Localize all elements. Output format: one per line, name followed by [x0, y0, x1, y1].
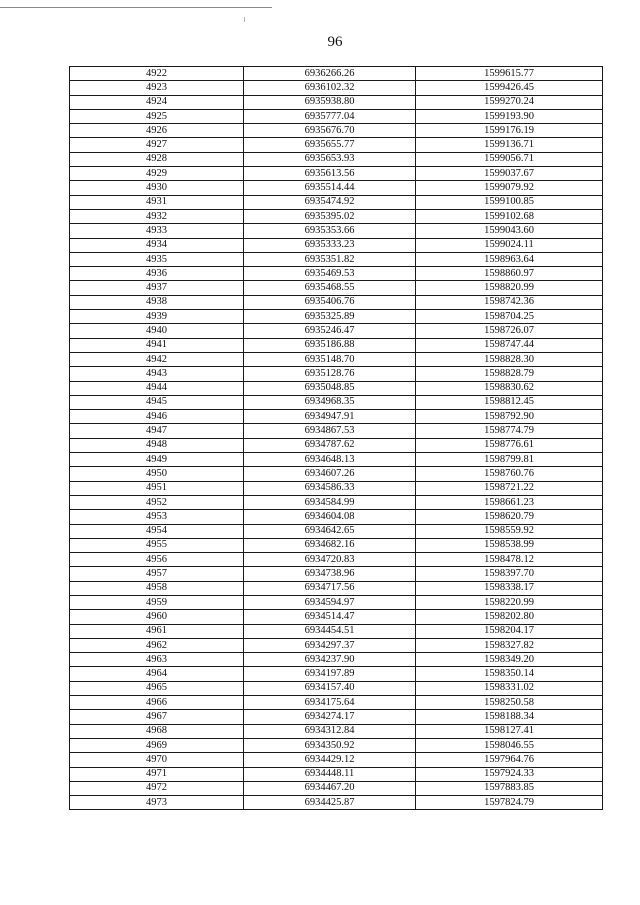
table-row	[70, 667, 603, 681]
y-coordinate-cell: 1598860.97	[416, 267, 603, 281]
header-rule	[0, 7, 272, 8]
x-coordinate-cell: 6936102.32	[244, 81, 416, 95]
point-number-cell: 4938	[70, 295, 244, 309]
x-coordinate-cell: 6934594.97	[244, 595, 416, 609]
x-coordinate-cell: 6934682.16	[244, 538, 416, 552]
x-coordinate-cell: 6935186.88	[244, 338, 416, 352]
x-coordinate-cell: 6935351.82	[244, 252, 416, 266]
x-coordinate-cell: 6935938.80	[244, 95, 416, 109]
table-row	[70, 438, 603, 452]
y-coordinate-cell: 1598250.58	[416, 696, 603, 710]
y-coordinate-cell: 1598620.79	[416, 510, 603, 524]
x-coordinate-cell: 6934867.53	[244, 424, 416, 438]
x-coordinate-cell: 6935148.70	[244, 352, 416, 366]
x-coordinate-cell: 6935514.44	[244, 181, 416, 195]
y-coordinate-cell: 1599102.68	[416, 209, 603, 223]
y-coordinate-cell: 1598721.22	[416, 481, 603, 495]
table-row	[70, 224, 603, 238]
point-number-cell: 4922	[70, 67, 244, 81]
table-row	[70, 481, 603, 495]
point-number-cell: 4957	[70, 567, 244, 581]
table-row	[70, 581, 603, 595]
y-coordinate-cell: 1598202.80	[416, 610, 603, 624]
table-row	[70, 352, 603, 366]
x-coordinate-cell: 6934584.99	[244, 495, 416, 509]
x-coordinate-cell: 6934720.83	[244, 553, 416, 567]
y-coordinate-cell: 1598963.64	[416, 252, 603, 266]
y-coordinate-cell: 1598704.25	[416, 310, 603, 324]
point-number-cell: 4953	[70, 510, 244, 524]
x-coordinate-cell: 6934947.91	[244, 410, 416, 424]
point-number-cell: 4962	[70, 638, 244, 652]
y-coordinate-cell: 1598776.61	[416, 438, 603, 452]
y-coordinate-cell: 1598774.79	[416, 424, 603, 438]
y-coordinate-cell: 1598726.07	[416, 324, 603, 338]
point-number-cell: 4926	[70, 124, 244, 138]
y-coordinate-cell: 1599426.45	[416, 81, 603, 95]
y-coordinate-cell: 1599043.60	[416, 224, 603, 238]
table-row	[70, 124, 603, 138]
point-number-cell: 4967	[70, 710, 244, 724]
point-number-cell: 4952	[70, 495, 244, 509]
x-coordinate-cell: 6935468.55	[244, 281, 416, 295]
point-number-cell: 4960	[70, 610, 244, 624]
x-coordinate-cell: 6935325.89	[244, 310, 416, 324]
point-number-cell: 4927	[70, 138, 244, 152]
table-row	[70, 167, 603, 181]
point-number-cell: 4941	[70, 338, 244, 352]
y-coordinate-cell: 1598127.41	[416, 724, 603, 738]
table-row	[70, 624, 603, 638]
point-number-cell: 4973	[70, 796, 244, 810]
y-coordinate-cell: 1597964.76	[416, 753, 603, 767]
y-coordinate-cell: 1599079.92	[416, 181, 603, 195]
table-row	[70, 252, 603, 266]
x-coordinate-cell: 6934604.08	[244, 510, 416, 524]
coordinates-table	[69, 66, 603, 810]
table-row	[70, 710, 603, 724]
x-coordinate-cell: 6935613.56	[244, 167, 416, 181]
y-coordinate-cell: 1598478.12	[416, 553, 603, 567]
table-row	[70, 610, 603, 624]
y-coordinate-cell: 1598792.90	[416, 410, 603, 424]
page-number: 96	[327, 34, 343, 50]
x-coordinate-cell: 6935653.93	[244, 152, 416, 166]
y-coordinate-cell: 1598331.02	[416, 681, 603, 695]
table-row	[70, 524, 603, 538]
y-coordinate-cell: 1598820.99	[416, 281, 603, 295]
x-coordinate-cell: 6934197.89	[244, 667, 416, 681]
y-coordinate-cell: 1598349.20	[416, 653, 603, 667]
point-number-cell: 4943	[70, 367, 244, 381]
y-coordinate-cell: 1598828.79	[416, 367, 603, 381]
x-coordinate-cell: 6935469.53	[244, 267, 416, 281]
point-number-cell: 4965	[70, 681, 244, 695]
x-coordinate-cell: 6934425.87	[244, 796, 416, 810]
table-row	[70, 181, 603, 195]
y-coordinate-cell: 1598830.62	[416, 381, 603, 395]
table-row	[70, 781, 603, 795]
y-coordinate-cell: 1598742.36	[416, 295, 603, 309]
x-coordinate-cell: 6934648.13	[244, 453, 416, 467]
x-coordinate-cell: 6935777.04	[244, 109, 416, 123]
x-coordinate-cell: 6934514.47	[244, 610, 416, 624]
x-coordinate-cell: 6935676.70	[244, 124, 416, 138]
scan-mark	[244, 17, 245, 22]
x-coordinate-cell: 6934237.90	[244, 653, 416, 667]
point-number-cell: 4934	[70, 238, 244, 252]
table-row	[70, 338, 603, 352]
x-coordinate-cell: 6934738.96	[244, 567, 416, 581]
table-row	[70, 467, 603, 481]
x-coordinate-cell: 6934717.56	[244, 581, 416, 595]
y-coordinate-cell: 1599270.24	[416, 95, 603, 109]
point-number-cell: 4946	[70, 410, 244, 424]
point-number-cell: 4961	[70, 624, 244, 638]
point-number-cell: 4950	[70, 467, 244, 481]
point-number-cell: 4968	[70, 724, 244, 738]
x-coordinate-cell: 6935333.23	[244, 238, 416, 252]
x-coordinate-cell: 6934350.92	[244, 738, 416, 752]
point-number-cell: 4931	[70, 195, 244, 209]
x-coordinate-cell: 6934175.64	[244, 696, 416, 710]
x-coordinate-cell: 6934968.35	[244, 395, 416, 409]
y-coordinate-cell: 1598559.92	[416, 524, 603, 538]
table-row	[70, 767, 603, 781]
table-row	[70, 753, 603, 767]
point-number-cell: 4969	[70, 738, 244, 752]
y-coordinate-cell: 1598661.23	[416, 495, 603, 509]
point-number-cell: 4923	[70, 81, 244, 95]
point-number-cell: 4930	[70, 181, 244, 195]
y-coordinate-cell: 1598747.44	[416, 338, 603, 352]
table-row	[70, 238, 603, 252]
y-coordinate-cell: 1598812.45	[416, 395, 603, 409]
table-row	[70, 510, 603, 524]
point-number-cell: 4959	[70, 595, 244, 609]
x-coordinate-cell: 6934467.20	[244, 781, 416, 795]
point-number-cell: 4924	[70, 95, 244, 109]
x-coordinate-cell: 6935395.02	[244, 209, 416, 223]
table-row	[70, 152, 603, 166]
x-coordinate-cell: 6934586.33	[244, 481, 416, 495]
x-coordinate-cell: 6935246.47	[244, 324, 416, 338]
y-coordinate-cell: 1599615.77	[416, 67, 603, 81]
table-row	[70, 724, 603, 738]
point-number-cell: 4936	[70, 267, 244, 281]
point-number-cell: 4937	[70, 281, 244, 295]
y-coordinate-cell: 1599037.67	[416, 167, 603, 181]
table-row	[70, 567, 603, 581]
table-row	[70, 638, 603, 652]
point-number-cell: 4970	[70, 753, 244, 767]
y-coordinate-cell: 1598538.99	[416, 538, 603, 552]
table-row	[70, 595, 603, 609]
point-number-cell: 4949	[70, 453, 244, 467]
x-coordinate-cell: 6934157.40	[244, 681, 416, 695]
y-coordinate-cell: 1599056.71	[416, 152, 603, 166]
table-row	[70, 281, 603, 295]
y-coordinate-cell: 1598327.82	[416, 638, 603, 652]
point-number-cell: 4935	[70, 252, 244, 266]
table-row	[70, 295, 603, 309]
point-number-cell: 4956	[70, 553, 244, 567]
table-row	[70, 81, 603, 95]
table-row	[70, 195, 603, 209]
y-coordinate-cell: 1599176.19	[416, 124, 603, 138]
x-coordinate-cell: 6935048.85	[244, 381, 416, 395]
y-coordinate-cell: 1597883.85	[416, 781, 603, 795]
x-coordinate-cell: 6934454.51	[244, 624, 416, 638]
table-row	[70, 67, 603, 81]
y-coordinate-cell: 1597924.33	[416, 767, 603, 781]
y-coordinate-cell: 1599193.90	[416, 109, 603, 123]
point-number-cell: 4955	[70, 538, 244, 552]
x-coordinate-cell: 6935474.92	[244, 195, 416, 209]
table-row	[70, 796, 603, 810]
x-coordinate-cell: 6934787.62	[244, 438, 416, 452]
y-coordinate-cell: 1598760.76	[416, 467, 603, 481]
point-number-cell: 4947	[70, 424, 244, 438]
x-coordinate-cell: 6935655.77	[244, 138, 416, 152]
table-row	[70, 267, 603, 281]
y-coordinate-cell: 1598828.30	[416, 352, 603, 366]
table-row	[70, 424, 603, 438]
point-number-cell: 4951	[70, 481, 244, 495]
table-row	[70, 395, 603, 409]
x-coordinate-cell: 6934429.12	[244, 753, 416, 767]
point-number-cell: 4958	[70, 581, 244, 595]
table-row	[70, 310, 603, 324]
y-coordinate-cell: 1598397.70	[416, 567, 603, 581]
y-coordinate-cell: 1599136.71	[416, 138, 603, 152]
x-coordinate-cell: 6934607.26	[244, 467, 416, 481]
point-number-cell: 4963	[70, 653, 244, 667]
y-coordinate-cell: 1599024.11	[416, 238, 603, 252]
point-number-cell: 4944	[70, 381, 244, 395]
point-number-cell: 4933	[70, 224, 244, 238]
y-coordinate-cell: 1599100.85	[416, 195, 603, 209]
y-coordinate-cell: 1598799.81	[416, 453, 603, 467]
table-row	[70, 95, 603, 109]
table-row	[70, 109, 603, 123]
x-coordinate-cell: 6934642.65	[244, 524, 416, 538]
x-coordinate-cell: 6934312.84	[244, 724, 416, 738]
point-number-cell: 4954	[70, 524, 244, 538]
table-row	[70, 209, 603, 223]
x-coordinate-cell: 6935406.76	[244, 295, 416, 309]
point-number-cell: 4966	[70, 696, 244, 710]
y-coordinate-cell: 1598350.14	[416, 667, 603, 681]
point-number-cell: 4939	[70, 310, 244, 324]
table-row	[70, 738, 603, 752]
point-number-cell: 4932	[70, 209, 244, 223]
x-coordinate-cell: 6934274.17	[244, 710, 416, 724]
y-coordinate-cell: 1598338.17	[416, 581, 603, 595]
point-number-cell: 4972	[70, 781, 244, 795]
x-coordinate-cell: 6934448.11	[244, 767, 416, 781]
point-number-cell: 4945	[70, 395, 244, 409]
y-coordinate-cell: 1598188.34	[416, 710, 603, 724]
point-number-cell: 4942	[70, 352, 244, 366]
x-coordinate-cell: 6936266.26	[244, 67, 416, 81]
table-row	[70, 495, 603, 509]
y-coordinate-cell: 1597824.79	[416, 796, 603, 810]
table-row	[70, 381, 603, 395]
point-number-cell: 4940	[70, 324, 244, 338]
coordinates-table-body	[70, 67, 603, 810]
y-coordinate-cell: 1598220.99	[416, 595, 603, 609]
point-number-cell: 4929	[70, 167, 244, 181]
table-row	[70, 324, 603, 338]
table-row	[70, 410, 603, 424]
table-row	[70, 538, 603, 552]
point-number-cell: 4964	[70, 667, 244, 681]
table-row	[70, 367, 603, 381]
point-number-cell: 4928	[70, 152, 244, 166]
x-coordinate-cell: 6935128.76	[244, 367, 416, 381]
table-row	[70, 138, 603, 152]
y-coordinate-cell: 1598046.55	[416, 738, 603, 752]
table-row	[70, 553, 603, 567]
point-number-cell: 4948	[70, 438, 244, 452]
x-coordinate-cell: 6934297.37	[244, 638, 416, 652]
table-row	[70, 696, 603, 710]
x-coordinate-cell: 6935353.66	[244, 224, 416, 238]
table-row	[70, 653, 603, 667]
point-number-cell: 4971	[70, 767, 244, 781]
y-coordinate-cell: 1598204.17	[416, 624, 603, 638]
table-row	[70, 453, 603, 467]
point-number-cell: 4925	[70, 109, 244, 123]
table-row	[70, 681, 603, 695]
